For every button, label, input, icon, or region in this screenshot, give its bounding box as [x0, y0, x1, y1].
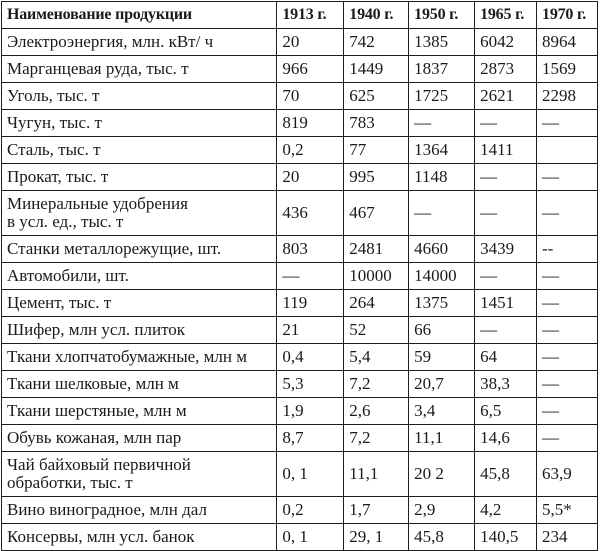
value-1950: 11,1 [409, 425, 475, 452]
value-1965: 2873 [475, 56, 537, 83]
value-1950: 1375 [409, 290, 475, 317]
value-1970: 5,5* [537, 497, 598, 524]
value-1913: 803 [277, 236, 344, 263]
table-row [2, 371, 598, 398]
value-1940: 264 [344, 290, 409, 317]
value-1950: 14000 [409, 263, 475, 290]
value-1940: 5,4 [344, 344, 409, 371]
value-1950: 59 [409, 344, 475, 371]
value-1965: 38,3 [475, 371, 537, 398]
value-1950: 20 2 [409, 452, 475, 497]
product-name: Цемент, тыс. т [2, 290, 277, 317]
value-1965: 6042 [475, 29, 537, 56]
value-1940: 11,1 [344, 452, 409, 497]
table-row [2, 344, 598, 371]
value-1913: 20 [277, 29, 344, 56]
product-name-line-2: в усл. ед., тыс. т [7, 212, 124, 231]
value-1913: 0, 1 [277, 524, 344, 551]
value-1970: — [537, 425, 598, 452]
value-1970: — [537, 371, 598, 398]
value-1950: 45,8 [409, 524, 475, 551]
value-1913: — [277, 263, 344, 290]
product-name: Станки металлорежущие, шт. [2, 236, 277, 263]
value-1970: 1569 [537, 56, 598, 83]
value-1940: 2,6 [344, 398, 409, 425]
product-name [2, 452, 277, 497]
value-1970: — [537, 191, 598, 236]
product-name: Ткани шерстяные, млн м [2, 398, 277, 425]
product-name: Шифер, млн усл. плиток [2, 317, 277, 344]
table-row [2, 524, 598, 551]
product-name: Сталь, тыс. т [2, 137, 277, 164]
value-1970: — [537, 290, 598, 317]
header-year-1970: 1970 г. [537, 2, 598, 29]
table-row [2, 29, 598, 56]
value-1940: 29, 1 [344, 524, 409, 551]
product-name [2, 191, 277, 236]
header-product-name: Наименование продукции [2, 2, 277, 29]
value-1940: 1,7 [344, 497, 409, 524]
value-1940: 10000 [344, 263, 409, 290]
value-1940: 467 [344, 191, 409, 236]
table-row [2, 317, 598, 344]
product-name-line-2: обработки, тыс. т [7, 473, 133, 492]
table-row [2, 452, 598, 497]
value-1950: 1364 [409, 137, 475, 164]
table-row [2, 137, 598, 164]
value-1913: 1,9 [277, 398, 344, 425]
value-1970: — [537, 344, 598, 371]
value-1913: 966 [277, 56, 344, 83]
value-1965: — [475, 317, 537, 344]
value-1950: 3,4 [409, 398, 475, 425]
table-row [2, 398, 598, 425]
value-1965: 64 [475, 344, 537, 371]
value-1913: 0,4 [277, 344, 344, 371]
table-row [2, 83, 598, 110]
value-1940: 742 [344, 29, 409, 56]
value-1950: 66 [409, 317, 475, 344]
value-1913: 5,3 [277, 371, 344, 398]
product-name: Уголь, тыс. т [2, 83, 277, 110]
value-1950: — [409, 110, 475, 137]
value-1970: — [537, 263, 598, 290]
value-1965: 6,5 [475, 398, 537, 425]
value-1965: 1411 [475, 137, 537, 164]
product-name: Ткани шелковые, млн м [2, 371, 277, 398]
value-1970: 234 [537, 524, 598, 551]
value-1940: 77 [344, 137, 409, 164]
value-1965: 45,8 [475, 452, 537, 497]
product-name-line-1: Чай байховый первичной [7, 455, 191, 474]
value-1940: 52 [344, 317, 409, 344]
value-1913: 119 [277, 290, 344, 317]
value-1965: — [475, 110, 537, 137]
value-1913: 21 [277, 317, 344, 344]
value-1950: 4660 [409, 236, 475, 263]
value-1940: 7,2 [344, 425, 409, 452]
value-1940: 783 [344, 110, 409, 137]
product-name: Электроэнергия, млн. кВт/ ч [2, 29, 277, 56]
value-1970: 63,9 [537, 452, 598, 497]
value-1970: -- [537, 236, 598, 263]
value-1913: 0, 1 [277, 452, 344, 497]
value-1940: 2481 [344, 236, 409, 263]
table-row [2, 290, 598, 317]
value-1970: — [537, 110, 598, 137]
table-row [2, 191, 598, 236]
value-1913: 0,2 [277, 497, 344, 524]
value-1940: 7,2 [344, 371, 409, 398]
table-row [2, 497, 598, 524]
header-year-1965: 1965 г. [475, 2, 537, 29]
table-row [2, 164, 598, 191]
header-row [2, 2, 598, 29]
value-1940: 995 [344, 164, 409, 191]
product-name: Автомобили, шт. [2, 263, 277, 290]
value-1940: 625 [344, 83, 409, 110]
value-1965: 140,5 [475, 524, 537, 551]
value-1970: — [537, 398, 598, 425]
product-name: Марганцевая руда, тыс. т [2, 56, 277, 83]
value-1970: — [537, 164, 598, 191]
product-name-line-1: Минеральные удобрения [7, 194, 188, 213]
table-row [2, 425, 598, 452]
value-1913: 20 [277, 164, 344, 191]
value-1950: 20,7 [409, 371, 475, 398]
value-1965: 3439 [475, 236, 537, 263]
value-1913: 436 [277, 191, 344, 236]
value-1913: 70 [277, 83, 344, 110]
product-name: Консервы, млн усл. банок [2, 524, 277, 551]
product-name: Прокат, тыс. т [2, 164, 277, 191]
value-1965: 1451 [475, 290, 537, 317]
value-1950: 1385 [409, 29, 475, 56]
value-1970 [537, 137, 598, 164]
value-1913: 0,2 [277, 137, 344, 164]
value-1940: 1449 [344, 56, 409, 83]
value-1950: 1725 [409, 83, 475, 110]
product-name: Чугун, тыс. т [2, 110, 277, 137]
value-1913: 819 [277, 110, 344, 137]
header-year-1940: 1940 г. [344, 2, 409, 29]
header-year-1950: 1950 г. [409, 2, 475, 29]
value-1965: 14,6 [475, 425, 537, 452]
value-1950: 1837 [409, 56, 475, 83]
value-1950: 2,9 [409, 497, 475, 524]
value-1965: — [475, 164, 537, 191]
value-1950: — [409, 191, 475, 236]
value-1965: — [475, 263, 537, 290]
value-1965: 2621 [475, 83, 537, 110]
value-1950: 1148 [409, 164, 475, 191]
table-row [2, 56, 598, 83]
value-1970: — [537, 317, 598, 344]
table-row [2, 263, 598, 290]
value-1970: 2298 [537, 83, 598, 110]
header-year-1913: 1913 г. [277, 2, 344, 29]
product-name: Вино виноградное, млн дал [2, 497, 277, 524]
value-1965: 4,2 [475, 497, 537, 524]
table-row [2, 110, 598, 137]
product-name: Обувь кожаная, млн пар [2, 425, 277, 452]
production-table [1, 1, 598, 551]
table-row [2, 236, 598, 263]
value-1970: 8964 [537, 29, 598, 56]
product-name: Ткани хлопчатобумажные, млн м [2, 344, 277, 371]
value-1913: 8,7 [277, 425, 344, 452]
value-1965: — [475, 191, 537, 236]
